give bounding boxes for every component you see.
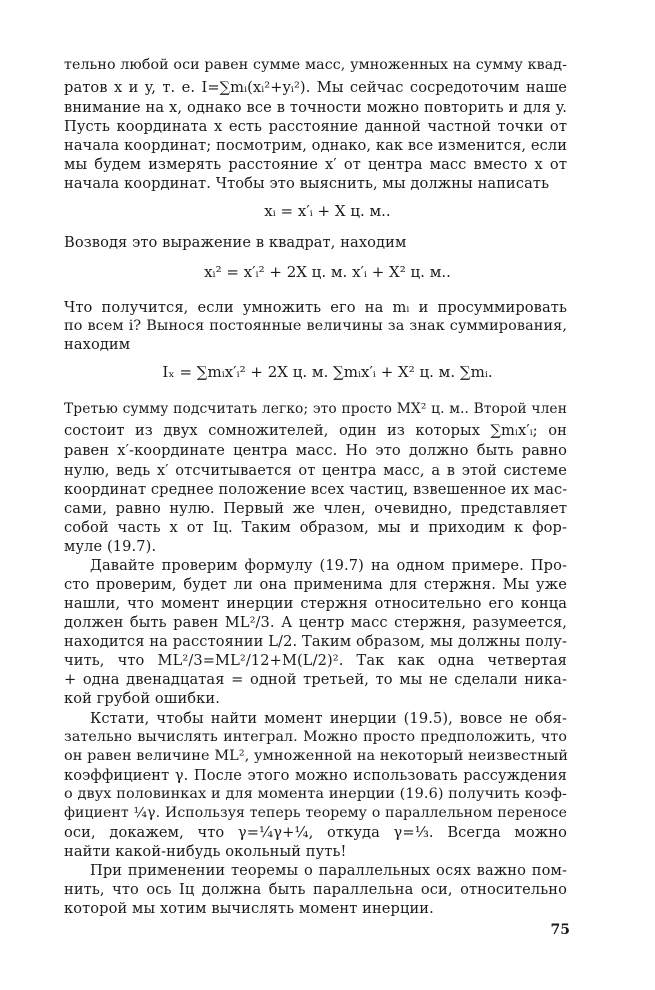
text-line: Возводя это выражение в квадрат, находим (64, 234, 407, 251)
text-line: Пусть координата x есть расстояние данной частной точки от (64, 118, 567, 135)
text-line: должен быть равен ML²/3. А центр масс стержня, разумеется, (64, 614, 567, 631)
text-line: он равен величине ML², умноженной на некоторый неизвестный (64, 748, 569, 764)
text-line: начала координат. Чтобы это выяснить, мы должны написать (64, 175, 550, 192)
text-line: собой часть x от Iц. Таким образом, мы и приходим к фор- (64, 519, 567, 536)
text-line: оси, докажем, что γ=¼γ+¼, откуда γ=⅓. Всегда можно (64, 824, 567, 841)
text-line: координат среднее положение всех частиц, взвешенное их мас- (64, 481, 568, 498)
text-line: найти какой-нибудь окольный путь! (64, 843, 347, 860)
text-line: находим (64, 336, 131, 353)
text-line: При применении теоремы о параллельных осях важно пом- (90, 862, 567, 879)
text-line: сто проверим, будет ли она применима для стержня. Мы уже (64, 576, 567, 593)
text-line: нашли, что момент инерции стержня относительно его конца (64, 595, 567, 612)
text-line: Давайте проверим формулу (19.7) на одном примере. Про- (90, 557, 567, 574)
text-line: ратов x и y, т. е. I=∑mᵢ(xᵢ²+yᵢ²). Мы сейчас сосредоточим наше (64, 79, 567, 96)
text-line: нулю, ведь x′ отсчитывается от центра масс, а в этой системе (64, 462, 567, 479)
text-line: равен x′-координате центра масс. Но это должно быть равно (64, 442, 567, 459)
text-line: зательно вычислять интеграл. Можно просто предположить, что (64, 729, 567, 745)
text-line: нить, что ось Iц должна быть параллельна оси, относительно (64, 881, 567, 898)
text-line: тельно любой оси равен сумме масс, умноженных на сумму квад- (64, 57, 567, 73)
text-line: по всем i? Вынося постоянные величины за знак суммирования, (64, 318, 567, 334)
equation-2: xᵢ² = x′ᵢ² + 2X ц. м. x′ᵢ + X² ц. м.. (204, 263, 451, 281)
text-line: коэффициент γ. После этого можно использовать рассуждения (64, 767, 567, 784)
text-line: муле (19.7). (64, 538, 157, 555)
page-number: 75 (550, 922, 570, 938)
text-line: сами, равно нулю. Первый же член, очевидно, представляет (64, 500, 567, 517)
text-line: Что получится, если умножить его на mᵢ и просуммировать (64, 299, 567, 316)
equation-1: xᵢ = x′ᵢ + X ц. м.. (264, 202, 391, 220)
text-line: внимание на x, однако все в точности можно повторить и для y. (64, 99, 567, 116)
text-line: мы будем измерять расстояние x′ от центра масс вместо x от (64, 156, 567, 173)
text-line: кой грубой ошибки. (64, 690, 220, 707)
text-line: Третью сумму подсчитать легко; это просто MX² ц. м.. Второй член (64, 401, 567, 417)
text-line: начала координат; посмотрим, однако, как все изменится, если (64, 137, 568, 154)
text-line: состоит из двух сомножителей, один из которых ∑mᵢx′ᵢ; он (64, 422, 567, 439)
equation-3: Iₓ = ∑mᵢx′ᵢ² + 2X ц. м. ∑mᵢx′ᵢ + X² ц. м. ∑mᵢ. (162, 363, 493, 381)
text-line: Кстати, чтобы найти момент инерции (19.5), вовсе не обя- (90, 710, 567, 727)
text-line: чить, что ML²/3=ML²/12+M(L/2)². Так как одна четвертая (64, 652, 567, 669)
text-line: + одна двенадцатая = одной третьей, то мы не сделали ника- (64, 671, 567, 688)
text-line: которой мы хотим вычислять момент инерции. (64, 900, 434, 917)
text-line: находится на расстоянии L/2. Таким образом, мы должны полу- (64, 633, 567, 650)
text-line: фициент ¼γ. Используя теперь теорему о параллельном переносе (64, 805, 567, 821)
text-line: о двух половинках и для момента инерции (19.6) получить коэф- (64, 786, 567, 802)
